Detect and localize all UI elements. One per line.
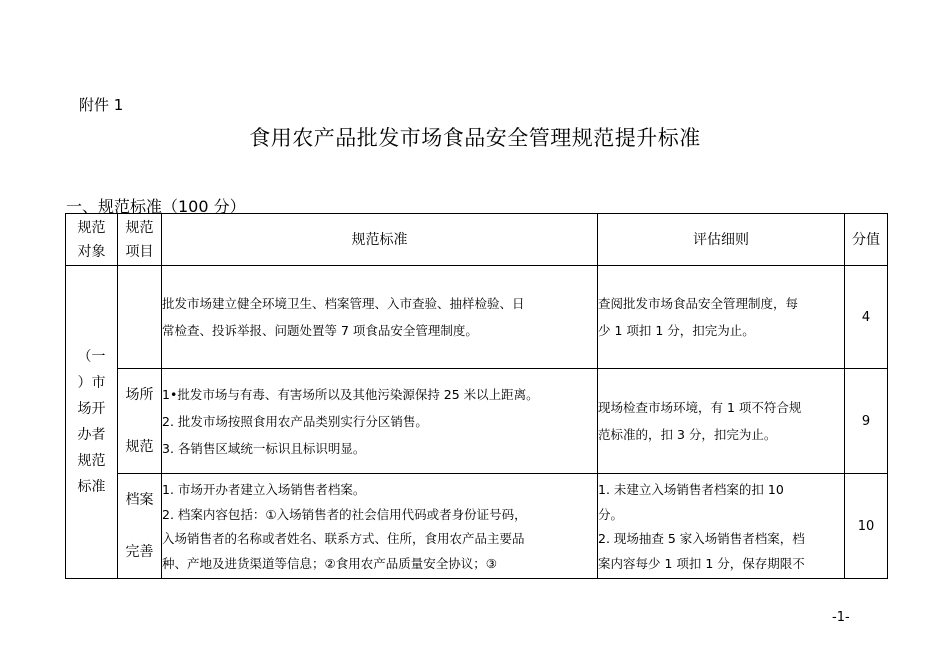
item-cell (118, 369, 162, 474)
detail-line: 范标准的，扣 3 分，扣完为止。 (598, 427, 777, 442)
header-detail: 评估细则 (598, 214, 845, 266)
detail-line: 分。 (598, 506, 624, 522)
detail-line: 查阅批发市场食品安全管理制度，每 (598, 296, 799, 311)
standard-line: 3. 各销售区域统一标识且标识明显。 (162, 440, 366, 456)
standard-line: 入场销售者的名称或者姓名、联系方式、住所，食用农产品主要品 (162, 531, 525, 546)
score-cell: 10 (845, 474, 888, 579)
score-cell: 9 (845, 369, 888, 474)
item-line: 完善 (125, 544, 154, 560)
table-row (66, 474, 888, 579)
header-item-line: 规范 (125, 219, 154, 236)
table-header-row (66, 214, 888, 266)
standard-cell (162, 266, 598, 369)
item-cell (118, 474, 162, 579)
detail-line: 现场检查市场环境，有 1 项不符合规 (598, 400, 802, 415)
section-heading: 一、规范标准（100 分） (66, 197, 246, 216)
header-subject (66, 214, 118, 266)
score-cell: 4 (845, 266, 888, 369)
page-number: -1- (832, 610, 850, 625)
item-line: 场所 (125, 387, 154, 403)
table-row (66, 266, 888, 369)
standard-cell (162, 369, 598, 474)
standard-line: 种、产地及进货渠道等信息；②食用农产品质量安全协议；③ (162, 555, 497, 571)
table-row (66, 369, 888, 474)
standard-line: 常检查、投诉举报、问题处置等 7 项食品安全管理制度。 (162, 323, 478, 338)
header-subject-line: 规范 (77, 219, 106, 236)
detail-cell (598, 266, 845, 369)
standard-line: 2. 批发市场按照食用农产品类别实行分区销售。 (162, 413, 428, 429)
detail-line: 案内容每少 1 项扣 1 分，保存期限不 (598, 555, 805, 571)
header-item (118, 214, 162, 266)
subject-line: 标准 (77, 479, 106, 495)
item-cell (118, 266, 162, 369)
detail-line: 2. 现场抽查 5 家入场销售者档案，档 (598, 531, 805, 546)
header-subject-line: 对象 (77, 243, 106, 260)
header-standard: 规范标准 (162, 214, 598, 266)
subject-line: 办者 (77, 427, 106, 443)
subject-line: ）市 (77, 375, 106, 391)
subject-line: 规范 (77, 453, 106, 469)
detail-line: 1. 未建立入场销售者档案的扣 10 (598, 482, 784, 497)
subject-cell (66, 266, 118, 579)
document-title: 食用农产品批发市场食品安全管理规范提升标准 (249, 126, 701, 150)
standard-line: 1. 市场开办者建立入场销售者档案。 (162, 482, 366, 497)
subject-line: 场开 (77, 401, 106, 417)
standard-cell (162, 474, 598, 579)
attachment-label: 附件 1 (79, 96, 124, 114)
header-score: 分值 (845, 214, 888, 266)
subject-line: （一 (77, 349, 106, 365)
standard-line: 1•批发市场与有毒、有害场所以及其他污染源保持 25 米以上距离。 (162, 386, 539, 402)
item-line: 档案 (125, 492, 154, 508)
detail-cell (598, 474, 845, 579)
standards-table (65, 213, 888, 579)
header-item-line: 项目 (125, 243, 154, 260)
detail-line: 少 1 项扣 1 分，扣完为止。 (598, 323, 755, 338)
item-line: 规范 (125, 439, 154, 455)
standard-line: 2. 档案内容包括：①入场销售者的社会信用代码或者身份证号码， (162, 506, 527, 522)
detail-cell (598, 369, 845, 474)
standard-line: 批发市场建立健全环境卫生、档案管理、入市查验、抽样检验、日 (162, 296, 525, 311)
